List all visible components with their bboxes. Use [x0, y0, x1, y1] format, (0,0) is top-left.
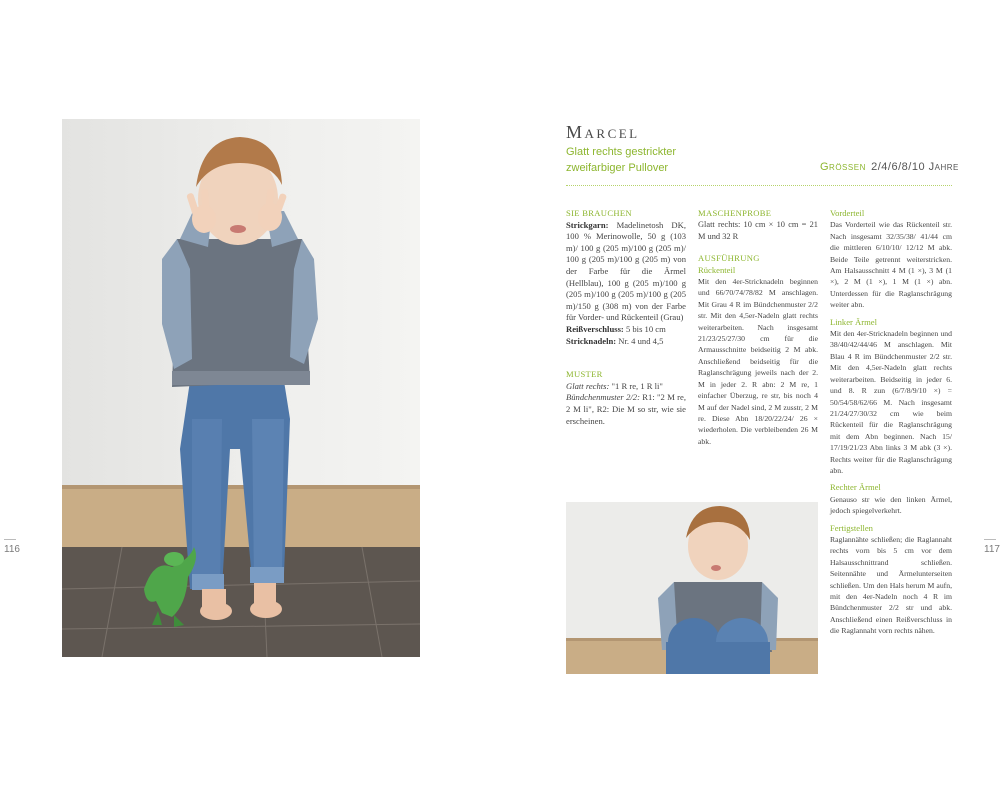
- pattern-title: Marcel: [566, 122, 640, 142]
- left-sleeve-heading: Linker Ärmel: [830, 316, 878, 327]
- front-text: Das Vorderteil wie das Rückenteil str. Nach insgesamt 32/35/38/ 41/44 cm die mittleren 6/10/10/ 12/12 M abk. Beide Teile getrennt weiterstricken. Am Halsausschnitt 4 M (1 ×), 3 M (1 ×), 2 M (1 ×), 1 M (1 ×) abn. Unterdessen für die Raglanschrägung weiter abn.: [830, 220, 952, 310]
- needles-text: Nr. 4 und 4,5: [618, 335, 664, 346]
- column-assembly: [830, 208, 952, 637]
- photo-boy-standing: [62, 119, 420, 657]
- column-instructions: [698, 208, 818, 447]
- needles-label: Stricknadeln:: [566, 335, 617, 346]
- pattern-rib: [566, 392, 686, 427]
- right-sleeve-heading: Rechter Ärmel: [830, 482, 881, 493]
- gauge-text: Glatt rechts: 10 cm × 10 cm = 21 M und 32 R: [698, 220, 818, 241]
- subtitle-line-1: Glatt rechts gestrickter: [566, 146, 677, 158]
- pattern-glatt: [566, 381, 686, 393]
- back-heading: Rückenteil: [698, 264, 736, 275]
- yarn-paragraph: [566, 220, 686, 324]
- photo-boy-sitting: [566, 502, 818, 674]
- left-sleeve-text: Mit den 4er-Stricknadeln beginnen und 38/40/42/44/46 M anschlagen. Mit Blau 4 R im Bündchenmuster 2/2 str. Mit den 4,5er-Nadeln glatt rechts weiterarbeiten. Beidseitig in jeder 6. und 8. R zun (6/7/8/9/10 ×) = 50/54/58/62/66 M. Nach insgesamt 21/24/27/30/32 cm wie beim Rückenteil für die Raglanschrägung mit dem Abn beginnen. Nach 15/ 17/19/21/23 Abn links 3 M abk (3 ×). Rechts weiter für die Raglanschrägung abn.: [830, 329, 952, 475]
- zip-label: Reißverschluss:: [566, 323, 624, 334]
- materials-heading: SIE BRAUCHEN: [566, 208, 632, 218]
- finishing-heading: Fertigstellen: [830, 522, 873, 533]
- sizes-value: 2/4/6/8/10 Jahre: [871, 161, 959, 173]
- page-number-right: 117: [984, 544, 1000, 555]
- zip-text: 5 bis 10 cm: [625, 323, 666, 334]
- execution-heading: AUSFÜHRUNG: [698, 253, 760, 264]
- yarn-text: Madelinetosh DK, 100 % Merinowolle, 50 g (103 m)/ 100 g (205 m)/100 g (205 m)/ 100 g (205 m)/100 g (205 m) von der Farbe für die Ärmel (Hellblau), 100 g (205 m)/100 g (205 m)/100 g (205 m)/100 g (205 m)/150 g (308 m) von der Farbe für Vorder- und Rückenteil (Grau): [566, 219, 686, 323]
- pattern-glatt-label: Glatt rechts:: [566, 380, 610, 391]
- pattern-rib-text: R1: "2 M re, 2 M li", R2: Die M so str, wie sie erscheinen.: [566, 392, 687, 426]
- finishing-text: Raglannähte schließen; die Raglannaht rechts vorn bis 5 cm vor dem Halsausschnittrand schließen. Seitennähte und Ärmelunterseiten schließen. Um den Hals herum M aufn, mit den 4er-Nadeln noch 4 R im Bündchenmuster 2/2 str und abk. Anschließend einen Reißverschluss in die Raglannaht vorn rechts nähen.: [830, 534, 952, 636]
- sizes-label: Grössen: [820, 161, 866, 173]
- page-number-left: 116: [4, 544, 20, 555]
- pattern-heading: MUSTER: [566, 369, 603, 380]
- zip-paragraph: [566, 324, 686, 336]
- column-materials: [566, 208, 686, 427]
- yarn-label: Strickgarn:: [566, 219, 609, 230]
- back-text: Mit den 4er-Stricknadeln beginnen und 66/70/74/78/82 M anschlagen. Mit Grau 4 R im Bündchenmuster 2/2 str. Mit den 4,5er-Nadeln glatt rechts weiterarbeiten. Nach insgesamt 21/23/25/27/30 cm für die Armausschnitte beidseitig 2 M abk. Anschließend beidseitig für die Raglanschrägung jeweils nach der 2. M in jeder 2. R abn: 2 M re, 1 einfacher Überzug, re str, bis noch 4 M auf der Nadel sind, 2 M zusstr, 2 M re. Diese Abn 18/20/22/24/ 26 × wiederholen. Die verbleibenden 26 M abk.: [698, 277, 818, 446]
- subtitle-line-2: zweifarbiger Pullover: [566, 162, 669, 174]
- gauge-heading: MASCHENPROBE: [698, 208, 772, 218]
- pattern-subtitle: [566, 144, 746, 176]
- sizes-info: [820, 161, 959, 173]
- pattern-rib-label: Bündchenmuster 2/2:: [566, 392, 640, 403]
- needles-paragraph: [566, 336, 686, 348]
- right-sleeve-text: Genauso str wie den linken Ärmel, jedoch spiegelverkehrt.: [830, 494, 952, 516]
- dotted-divider: [566, 185, 952, 186]
- pattern-glatt-text: "1 R re, 1 R li": [611, 380, 663, 391]
- front-heading: Vorderteil: [830, 208, 865, 218]
